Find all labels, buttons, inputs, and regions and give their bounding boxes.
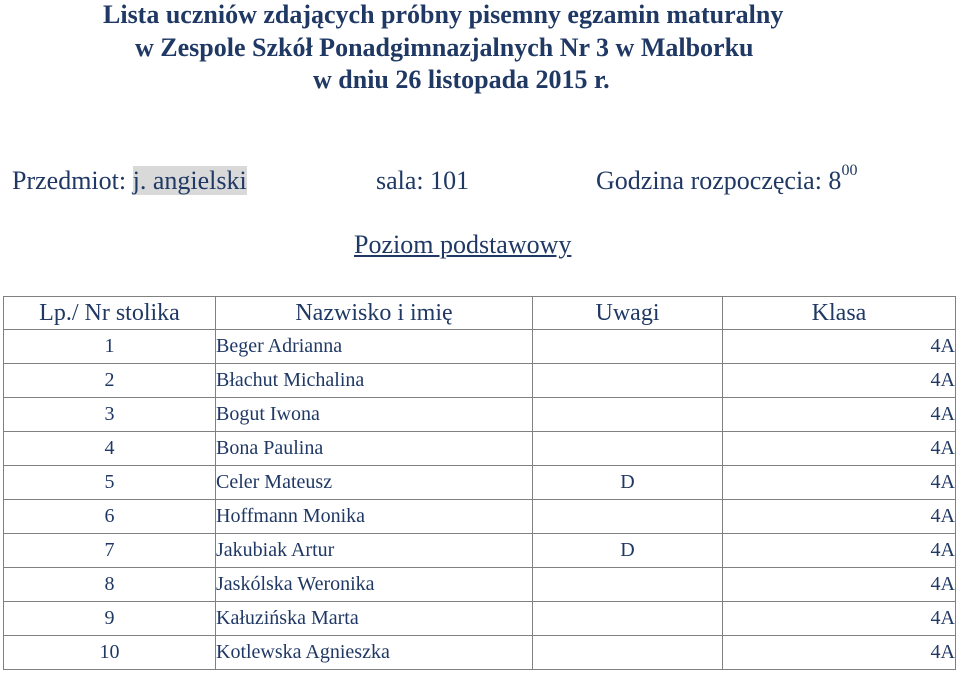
column-header-name: Nazwisko i imię bbox=[216, 297, 533, 330]
table-row bbox=[4, 602, 956, 636]
cell-notes bbox=[533, 636, 723, 670]
column-header-notes: Uwagi bbox=[533, 297, 723, 330]
start-time-label: Godzina rozpoczęcia: 8 bbox=[596, 166, 842, 195]
cell-number: 7 bbox=[4, 534, 216, 568]
cell-class: 4A bbox=[723, 602, 956, 636]
title-line-1: Lista uczniów zdających próbny pisemny egzamin maturalny bbox=[103, 0, 784, 29]
title-line-3: w dniu 26 listopada 2015 r. bbox=[313, 65, 610, 94]
cell-name: Jaskólska Weronika bbox=[216, 568, 533, 602]
cell-class: 4A bbox=[723, 432, 956, 466]
cell-number: 5 bbox=[4, 466, 216, 500]
column-header-number: Lp./ Nr stolika bbox=[4, 297, 216, 330]
table-row bbox=[4, 466, 956, 500]
cell-class: 4A bbox=[723, 330, 956, 364]
cell-notes bbox=[533, 364, 723, 398]
cell-notes bbox=[533, 330, 723, 364]
cell-number: 9 bbox=[4, 602, 216, 636]
exam-level: Poziom podstawowy bbox=[354, 230, 572, 259]
table-row bbox=[4, 330, 956, 364]
cell-name: Bona Paulina bbox=[216, 432, 533, 466]
subject-label: Przedmiot: bbox=[12, 166, 133, 195]
cell-number: 3 bbox=[4, 398, 216, 432]
start-time-minutes: 00 bbox=[841, 162, 858, 180]
cell-notes: D bbox=[533, 534, 723, 568]
cell-notes bbox=[533, 500, 723, 534]
cell-number: 8 bbox=[4, 568, 216, 602]
cell-notes bbox=[533, 432, 723, 466]
cell-number: 4 bbox=[4, 432, 216, 466]
cell-class: 4A bbox=[723, 398, 956, 432]
cell-number: 6 bbox=[4, 500, 216, 534]
table-row bbox=[4, 398, 956, 432]
cell-name: Beger Adrianna bbox=[216, 330, 533, 364]
cell-class: 4A bbox=[723, 636, 956, 670]
cell-name: Bogut Iwona bbox=[216, 398, 533, 432]
table-row bbox=[4, 364, 956, 398]
cell-name: Kotlewska Agnieszka bbox=[216, 636, 533, 670]
title-line-2: w Zespole Szkół Ponadgimnazjalnych Nr 3 w Malborku bbox=[135, 33, 754, 62]
cell-name: Celer Mateusz bbox=[216, 466, 533, 500]
cell-name: Jakubiak Artur bbox=[216, 534, 533, 568]
cell-number: 2 bbox=[4, 364, 216, 398]
cell-class: 4A bbox=[723, 568, 956, 602]
cell-class: 4A bbox=[723, 364, 956, 398]
table-header-row bbox=[4, 297, 956, 330]
cell-notes bbox=[533, 568, 723, 602]
cell-name: Błachut Michalina bbox=[216, 364, 533, 398]
cell-name: Hoffmann Monika bbox=[216, 500, 533, 534]
table-row bbox=[4, 534, 956, 568]
table-row bbox=[4, 636, 956, 670]
table-row bbox=[4, 568, 956, 602]
column-header-class: Klasa bbox=[723, 297, 956, 330]
table-row bbox=[4, 432, 956, 466]
cell-number: 1 bbox=[4, 330, 216, 364]
table-row bbox=[4, 500, 956, 534]
cell-notes bbox=[533, 398, 723, 432]
cell-class: 4A bbox=[723, 534, 956, 568]
cell-name: Kałuzińska Marta bbox=[216, 602, 533, 636]
subject-value: j. angielski bbox=[132, 166, 247, 195]
start-time-info bbox=[596, 164, 857, 198]
students-table bbox=[3, 296, 956, 670]
subject-info bbox=[12, 164, 247, 198]
cell-notes bbox=[533, 602, 723, 636]
cell-class: 4A bbox=[723, 466, 956, 500]
room-info: sala: 101 bbox=[376, 166, 470, 195]
cell-class: 4A bbox=[723, 500, 956, 534]
cell-notes: D bbox=[533, 466, 723, 500]
cell-number: 10 bbox=[4, 636, 216, 670]
